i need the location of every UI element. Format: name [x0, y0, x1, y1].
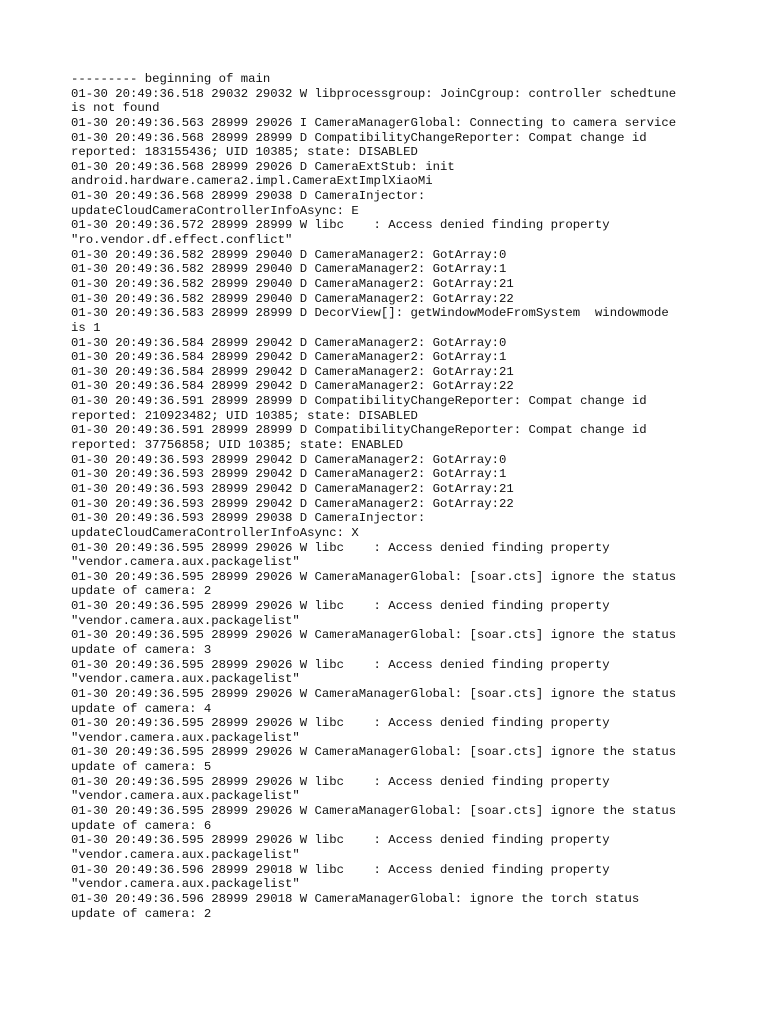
- log-line: reported: 183155436; UID 10385; state: DISABLED: [71, 145, 418, 160]
- log-line: 01-30 20:49:36.582 28999 29040 D CameraManager2: GotArray:22: [71, 291, 514, 306]
- log-line: 01-30 20:49:36.596 28999 29018 W libc : Access denied finding property: [71, 862, 610, 877]
- log-line: 01-30 20:49:36.595 28999 29026 W libc : Access denied finding property: [71, 833, 610, 848]
- log-line: 01-30 20:49:36.584 28999 29042 D CameraManager2: GotArray:0: [71, 335, 507, 350]
- log-line: 01-30 20:49:36.595 28999 29026 W libc : Access denied finding property: [71, 599, 610, 614]
- log-line: 01-30 20:49:36.568 28999 29026 D CameraExtStub: init: [71, 159, 455, 174]
- log-line: 01-30 20:49:36.518 29032 29032 W libprocessgroup: JoinCgroup: controller schedtune: [71, 86, 677, 101]
- log-line: is not found: [71, 101, 160, 116]
- log-line: "vendor.camera.aux.packagelist": [71, 555, 300, 570]
- log-line: update of camera: 4: [71, 701, 212, 716]
- log-line: 01-30 20:49:36.593 28999 29042 D CameraManager2: GotArray:21: [71, 481, 514, 496]
- log-line: 01-30 20:49:36.563 28999 29026 I CameraManagerGlobal: Connecting to camera service: [71, 115, 677, 130]
- log-line: update of camera: 2: [71, 584, 212, 599]
- log-line: update of camera: 5: [71, 760, 212, 775]
- log-line: 01-30 20:49:36.593 28999 29042 D CameraManager2: GotArray:1: [71, 467, 507, 482]
- log-line: --------- beginning of main: [71, 72, 271, 86]
- log-line: 01-30 20:49:36.582 28999 29040 D CameraManager2: GotArray:0: [71, 247, 507, 262]
- log-line: 01-30 20:49:36.584 28999 29042 D CameraManager2: GotArray:21: [71, 364, 514, 379]
- log-line: update of camera: 3: [71, 642, 212, 657]
- log-line: update of camera: 2: [71, 906, 212, 921]
- log-line: 01-30 20:49:36.595 28999 29026 W CameraManagerGlobal: [soar.cts] ignore the status: [71, 804, 677, 819]
- log-line: "vendor.camera.aux.packagelist": [71, 730, 300, 745]
- log-line: 01-30 20:49:36.595 28999 29026 W libc : Access denied finding property: [71, 540, 610, 555]
- log-line: update of camera: 6: [71, 818, 212, 833]
- log-line: 01-30 20:49:36.593 28999 29042 D CameraManager2: GotArray:0: [71, 452, 507, 467]
- log-line: reported: 210923482; UID 10385; state: DISABLED: [71, 408, 418, 423]
- log-line: updateCloudCameraControllerInfoAsync: E: [71, 203, 359, 218]
- log-line: 01-30 20:49:36.584 28999 29042 D CameraManager2: GotArray:22: [71, 379, 514, 394]
- log-line: 01-30 20:49:36.583 28999 28999 D DecorView[]: getWindowModeFromSystem windowmode: [71, 306, 669, 321]
- log-line: android.hardware.camera2.impl.CameraExtImplXiaoMi: [71, 174, 433, 189]
- log-line: 01-30 20:49:36.584 28999 29042 D CameraManager2: GotArray:1: [71, 350, 507, 365]
- log-line: 01-30 20:49:36.595 28999 29026 W CameraManagerGlobal: [soar.cts] ignore the status: [71, 569, 677, 584]
- log-line: "vendor.camera.aux.packagelist": [71, 672, 300, 687]
- log-line: 01-30 20:49:36.591 28999 28999 D CompatibilityChangeReporter: Compat change id: [71, 423, 647, 438]
- log-line: 01-30 20:49:36.572 28999 28999 W libc : Access denied finding property: [71, 218, 610, 233]
- log-line: 01-30 20:49:36.596 28999 29018 W CameraManagerGlobal: ignore the torch status: [71, 891, 640, 906]
- log-line: 01-30 20:49:36.593 28999 29042 D CameraManager2: GotArray:22: [71, 496, 514, 511]
- log-line: "vendor.camera.aux.packagelist": [71, 847, 300, 862]
- log-line: 01-30 20:49:36.595 28999 29026 W CameraManagerGlobal: [soar.cts] ignore the status: [71, 628, 677, 643]
- log-text-block: [71, 72, 711, 921]
- log-line: "vendor.camera.aux.packagelist": [71, 877, 300, 892]
- log-line: updateCloudCameraControllerInfoAsync: X: [71, 525, 359, 540]
- log-line: 01-30 20:49:36.593 28999 29038 D CameraInjector:: [71, 511, 426, 526]
- log-line: is 1: [71, 320, 101, 335]
- log-line: 01-30 20:49:36.595 28999 29026 W CameraManagerGlobal: [soar.cts] ignore the status: [71, 745, 677, 760]
- log-line: "vendor.camera.aux.packagelist": [71, 613, 300, 628]
- log-line: 01-30 20:49:36.595 28999 29026 W libc : Access denied finding property: [71, 657, 610, 672]
- log-line: 01-30 20:49:36.595 28999 29026 W libc : Access denied finding property: [71, 716, 610, 731]
- log-line: 01-30 20:49:36.568 28999 28999 D CompatibilityChangeReporter: Compat change id: [71, 130, 647, 145]
- log-line: 01-30 20:49:36.591 28999 28999 D CompatibilityChangeReporter: Compat change id: [71, 394, 647, 409]
- log-line: reported: 37756858; UID 10385; state: ENABLED: [71, 438, 404, 453]
- log-line: 01-30 20:49:36.568 28999 29038 D CameraInjector:: [71, 189, 426, 204]
- log-line: 01-30 20:49:36.582 28999 29040 D CameraManager2: GotArray:21: [71, 276, 514, 291]
- log-line: 01-30 20:49:36.595 28999 29026 W CameraManagerGlobal: [soar.cts] ignore the status: [71, 686, 677, 701]
- log-line: 01-30 20:49:36.582 28999 29040 D CameraManager2: GotArray:1: [71, 262, 507, 277]
- log-line: 01-30 20:49:36.595 28999 29026 W libc : Access denied finding property: [71, 774, 610, 789]
- log-line: "ro.vendor.df.effect.conflict": [71, 233, 293, 248]
- log-line: "vendor.camera.aux.packagelist": [71, 789, 300, 804]
